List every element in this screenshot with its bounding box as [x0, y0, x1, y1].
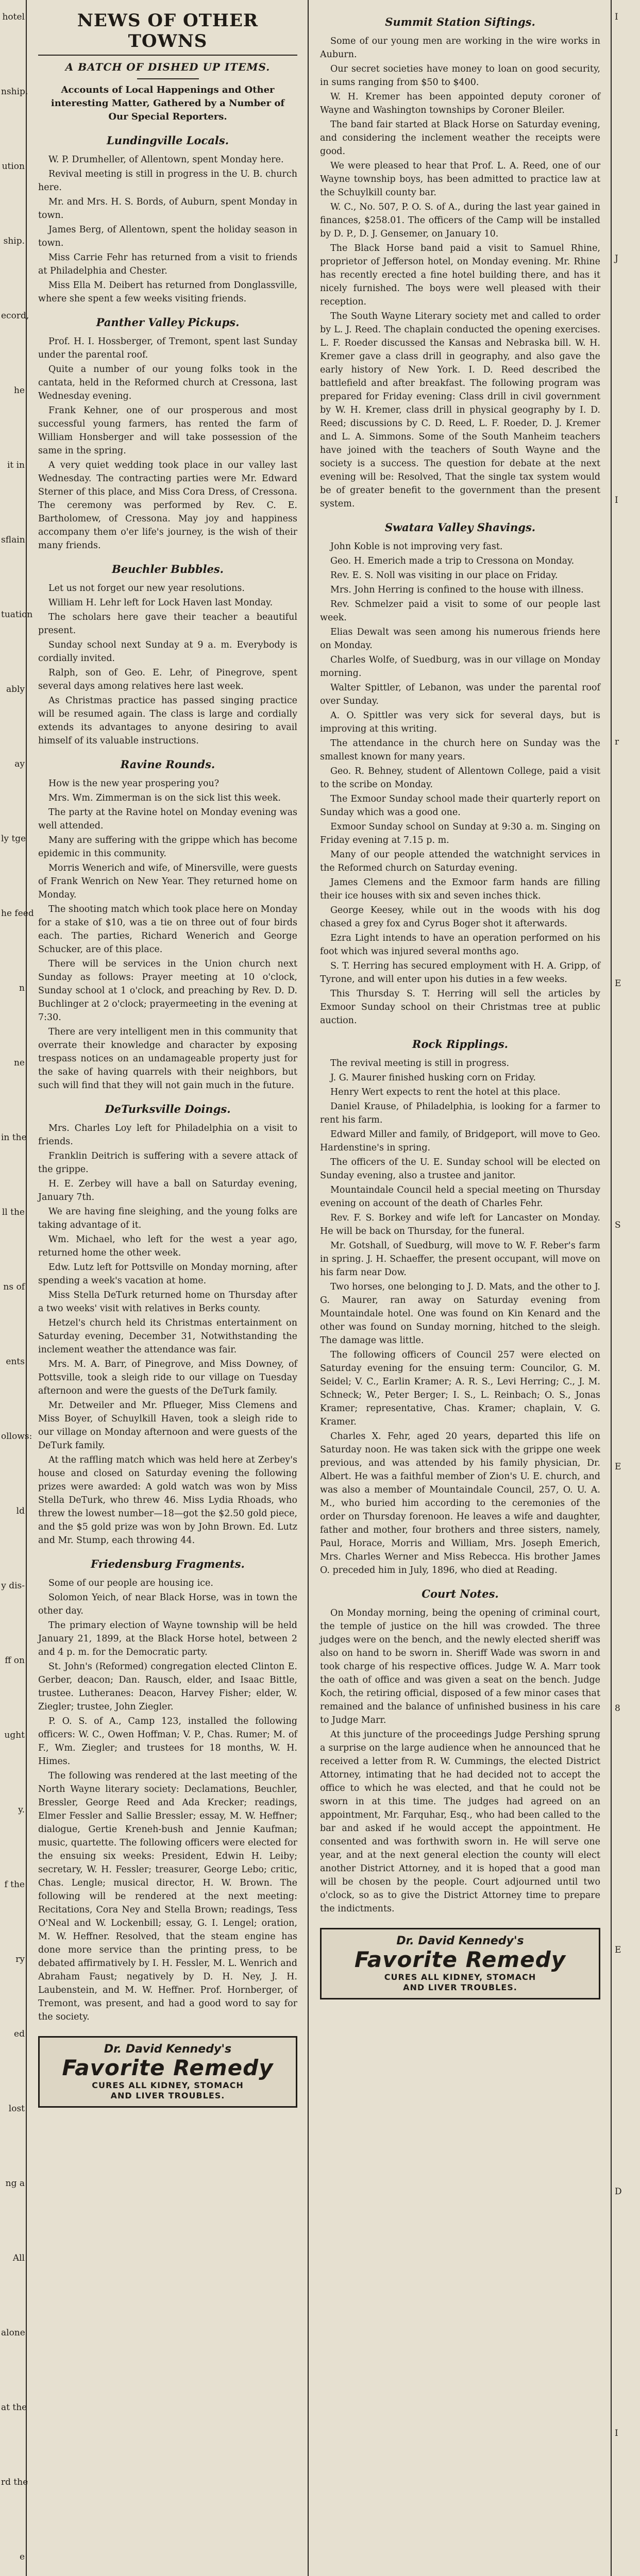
edge-text-fragment: ll the: [2, 1207, 25, 1217]
edge-text-fragment: I: [615, 12, 618, 22]
edge-text-fragment: ents: [6, 1357, 25, 1367]
ad-product-name: Favorite Remedy: [62, 2055, 274, 2080]
news-item: Mrs. Wm. Zimmerman is on the sick list this week.: [48, 793, 281, 803]
news-item: Rev. Schmelzer paid a visit to some of our people last week.: [320, 599, 600, 623]
edge-text-fragment: J: [615, 253, 618, 264]
edge-text-fragment: ship.: [3, 236, 25, 246]
news-item: Edward Miller and family, of Bridgeport, will move to Geo. Hardenstine's in spring.: [320, 1129, 600, 1153]
news-item: We are having fine sleighing, and the young folks are taking advantage of it.: [38, 1207, 297, 1230]
news-item: Ezra Light intends to have an operation performed on his foot which was injured several months ago.: [320, 933, 600, 957]
news-item: The scholars here gave their teacher a beautiful present.: [38, 612, 297, 636]
news-item: Hetzel's church held its Christmas entertainment on Saturday evening, December 31, Notwithstanding the inclement weather the attendance was fair.: [38, 1318, 297, 1355]
deck-headline: A BATCH OF DISHED UP ITEMS.: [65, 61, 271, 73]
news-item: Geo. H. Emerich made a trip to Cressona on Monday.: [330, 556, 575, 566]
ad-brand-name: Dr. David Kennedy's: [396, 1935, 524, 1947]
news-item: St. John's (Reformed) congregation elected Clinton E. Gerber, deacon; Dan. Rausch, elder, and Isaac Bittle, trustee. Lutheranes: Deacon, Harvey Fisher; elder, W. Ziegler; trustee, John Ziegler.: [38, 1662, 297, 1712]
right-sections: [320, 15, 600, 1916]
left-edge-column-fragment: [0, 0, 34, 2576]
edge-text-fragment: sflain: [1, 535, 25, 545]
edge-text-fragment: y.: [18, 1805, 25, 1815]
news-item: The band fair started at Black Horse on Saturday evening, and considering the inclement weather the receipts were good.: [320, 120, 600, 157]
news-item: This Thursday S. T. Herring will sell the articles by Exmoor Sunday school on their Christmas tree at public auction.: [320, 989, 600, 1026]
news-item: Frank Kehner, one of our prosperous and most successful young farmers, has rented the farm of William Honsberger and will take possession of the same in the spring.: [38, 405, 297, 456]
news-item: The Black Horse band paid a visit to Samuel Rhine, proprietor of Jefferson hotel, on Monday evening. Mr. Rhine has recently erected a fine hotel building there, and has it nicely furnished. The boys were well pleased with their reception.: [320, 243, 600, 307]
news-item: Prof. H. I. Hossberger, of Tremont, spent last Sunday under the parental roof.: [38, 336, 297, 360]
news-item: Henry Wert expects to rent the hotel at this place.: [330, 1087, 561, 1097]
ad-tagline: AND LIVER TROUBLES.: [110, 2091, 225, 2100]
section-heading: Ravine Rounds.: [120, 758, 215, 771]
news-item: Ralph, son of Geo. E. Lehr, of Pinegrove, spent several days among relatives here last week.: [38, 668, 297, 691]
ad-tagline: AND LIVER TROUBLES.: [403, 1982, 517, 1992]
news-item: Many of our people attended the watchnight services in the Reformed church on Saturday evening.: [320, 850, 600, 873]
news-item: The Exmoor Sunday school made their quarterly report on Sunday which was a good one.: [320, 794, 600, 818]
news-item: Charles Wolfe, of Suedburg, was in our village on Monday morning.: [320, 655, 600, 679]
news-item: Elias Dewalt was seen among his numerous friends here on Monday.: [320, 627, 600, 651]
news-item: James Clemens and the Exmoor farm hands are filling their ice houses with six and seven inches thick.: [320, 877, 600, 901]
news-item: Franklin Deitrich is suffering with a severe attack of the grippe.: [38, 1151, 297, 1175]
edge-text-fragment: ay: [14, 759, 25, 769]
news-item: The primary election of Wayne township will be held January 21, 1899, at the Black Horse hotel, between 2 and 4 p. m. for the Democratic party.: [38, 1620, 297, 1657]
news-item: Our secret societies have money to loan on good security, in sums ranging from $50 to $400.: [320, 64, 600, 88]
section-heading: Beuchler Bubbles.: [111, 563, 224, 575]
news-item: James Berg, of Allentown, spent the holiday season in town.: [38, 225, 297, 248]
edge-text-fragment: ly tge: [1, 834, 26, 844]
news-item: Geo. R. Behney, student of Allentown College, paid a visit to the scribe on Monday.: [320, 766, 600, 790]
news-item: As Christmas practice has passed singing practice will be resumed again. The class is large and cordially extends its advantages to anyone desiring to avail himself of its valuable instructions.: [38, 696, 297, 746]
edge-text-fragment: ollows:: [1, 1431, 32, 1442]
news-item: Some of our people are housing ice.: [48, 1578, 213, 1588]
edge-text-fragment: E: [615, 1462, 621, 1472]
edge-text-fragment: e: [19, 2552, 25, 2562]
news-item: The party at the Ravine hotel on Monday evening was well attended.: [38, 807, 297, 831]
news-item: The revival meeting is still in progress.: [330, 1058, 510, 1069]
edge-text-fragment: tuation: [1, 609, 33, 620]
news-item: Quite a number of our young folks took in the cantata, held in the Reformed church at Cressona, last Wednesday evening.: [38, 364, 297, 401]
ad-brand-name: Dr. David Kennedy's: [104, 2043, 232, 2056]
news-item: Some of our young men are working in the wire works in Auburn.: [320, 36, 600, 60]
edge-text-fragment: he feed: [1, 908, 34, 919]
news-item: The South Wayne Literary society met and called to order by L. J. Reed. The chaplain conducted the opening exercises. L. F. Roeder discussed the Kansas and Nebraska bill. W. H. Kremer gave a class drill in geography, and also gave the early history of New York. I. D. Reed described the battlefield and after breakfast. The following program was prepared for Friday evening: Class drill in civil government by W. H. Kremer, class drill in physical geography by I. D. Reed; discussions by C. D. Reed, L. F. Roeder, D. J. Kremer and L. A. Simmons. Some of the South Manheim teachers have joined with the teachers of South Wayne and the society is a success. The question for debate at the next evening will be: Resolved, That the single tax system would be of greater benefit to the government than the present system.: [320, 311, 600, 509]
news-item: On Monday morning, being the opening of criminal court, the temple of justice on the hill was crowded. The three judges were on the bench, and the newly elected sheriff was also on hand to be sworn in. Sheriff Wade was sworn in and took charge of his respective offices. Judge W. A. Marr took the oath of office and was given a seat on the bench. Judge Koch, the retiring official, disposed of a few minor cases that remained and the balance of unfinished business in his care to Judge Marr.: [320, 1608, 600, 1725]
news-item: Mr. and Mrs. H. S. Bords, of Auburn, spent Monday in town.: [38, 197, 297, 221]
edge-text-fragment: ution: [2, 161, 25, 172]
news-item: Mrs. Charles Loy left for Philadelphia on a visit to friends.: [38, 1123, 297, 1147]
news-item: Mrs. M. A. Barr, of Pinegrove, and Miss Downey, of Pottsville, took a sleigh ride to our village on Tuesday afternoon and were the guests of the DeTurk family.: [38, 1359, 297, 1396]
news-item: The officers of the U. E. Sunday school will be elected on Sunday evening, also a trustee and janitor.: [320, 1157, 600, 1181]
edge-text-fragment: y dis-: [1, 1581, 25, 1591]
news-item: The shooting match which took place here on Monday for a stake of $10, was a tie on three out of four birds each. The parties, Richard Wenerich and George Schucker, are of this place.: [38, 904, 297, 955]
ad-tagline: CURES ALL KIDNEY, STOMACH: [384, 1972, 536, 1982]
news-item: George Keesey, while out in the woods with his dog chased a grey fox and Cyrus Boger shot it afterwards.: [320, 905, 600, 929]
news-item: At the raffling match which was held here at Zerbey's house and closed on Saturday evening the following prizes were awarded: A gold watch was won by Miss Stella DeTurk, who threw 46. Miss Lydia Rhoads, who threw the lowest number—18—got the $2.50 gold piece, and the $5 gold prize was won by John Brown. Ed. Lutz and Mr. Stump, each throwing 44.: [38, 1455, 297, 1546]
deck-subheadline: Accounts of Local Happenings and Other interesting Matter, Gathered by a Number of Our Special Reporters.: [50, 84, 285, 122]
news-item: Mountaindale Council held a special meeting on Thursday evening on account of the death of Charles Fehr.: [320, 1185, 600, 1209]
news-item: The following was rendered at the last meeting of the North Wayne literary society: Declamations, Beuchler, Bressler, George Reed and Ada Krecker; readings, Elmer Fessler and Sallie Bressler; essay, M. W. Heffner; dialogue, Gertie Kreneh-bush and Jennie Kaufman; music, quartette. The following officers were elected for the ensuing six weeks: President, Edwin H. Leiby; secretary, W. H. Fessler; treasurer, George Lebo; critic, Chas. Lengle; musical director, H. W. Brown. The following will be rendered at the next meeting: Recitations, Cora Ney and Stella Brown; readings, Tess O'Neal and W. Lockenbill; essay, G. I. Lengel; oration, M. W. Heffner. Resolved, that the steam engine has done more service than the printing press, to be debated affirmatively by I. H. Fessler, M. L. Wenrich and Abraham Faust; negatively by D. H. Ney, J. H. Laubenstein, and M. W. Heffner. Prof. Hornberger, of Tremont, was present, and had a good word to say for the society.: [38, 1771, 297, 2022]
local-news-column: [310, 0, 612, 2576]
edge-text-fragment: ably: [6, 684, 25, 694]
news-item: Miss Carrie Fehr has returned from a visit to friends at Philadelphia and Chester.: [38, 252, 297, 276]
divider: [137, 78, 199, 79]
news-item: At this juncture of the proceedings Judge Pershing sprung a surprise on the large audience when he announced that he received a letter from R. W. Cummings, the elected District Attorney, intimating that he had decided not to accept the office to which he was elected, and that he could not be sworn in at this time. The judges had agreed on an appointment, Mr. Farquhar, Esq., who had been called to the bar and asked if he would accept the appointment. He consented and was forthwith sworn in. He will serve one year, and at the next general election the county will elect another District Attorney, and it is hoped that a good man will be chosen by the people. Court adjourned until two o'clock, so as to give the District Attorney time to prepare the indictments.: [320, 1730, 600, 1914]
news-item: Many are suffering with the grippe which has become epidemic in this community.: [38, 835, 297, 859]
edge-text-fragment: ry: [15, 1954, 25, 1964]
edge-text-fragment: it in: [7, 460, 25, 470]
news-item: A. O. Spittler was very sick for several days, but is improving at this writing.: [320, 710, 600, 734]
news-item: Edw. Lutz left for Pottsville on Monday morning, after spending a week's vacation at home.: [38, 1262, 297, 1286]
news-item: William H. Lehr left for Lock Haven last Monday.: [48, 598, 273, 608]
masthead: NEWS OF OTHER TOWNS: [38, 5, 297, 56]
edge-text-fragment: nship.: [1, 87, 28, 97]
news-item: We were pleased to hear that Prof. L. A. Reed, one of our Wayne township boys, has been admitted to practice law at the Schuylkill county bar.: [320, 161, 600, 198]
news-item: Miss Ella M. Deibert has returned from Donglassville, where she spent a few weeks visiting friends.: [38, 280, 297, 304]
news-item: W. C., No. 507, P. O. S. of A., during the last year gained in finances, $258.01. The officers of the Camp will be installed by D. P., D. J. Gensemer, on January 10.: [320, 202, 600, 239]
edge-text-fragment: n: [19, 983, 25, 993]
advertisement: [38, 2036, 297, 2108]
news-item: The attendance in the church here on Sunday was the smallest known for many years.: [320, 738, 600, 762]
edge-text-fragment: E: [615, 1945, 621, 1955]
edge-text-fragment: 8: [615, 1703, 620, 1714]
edge-text-fragment: in the: [1, 1132, 27, 1143]
right-edge-column-fragment: [613, 0, 640, 2576]
news-item: W. P. Drumheller, of Allentown, spent Monday here.: [48, 155, 284, 165]
news-item: J. G. Maurer finished husking corn on Friday.: [330, 1073, 536, 1083]
edge-text-fragment: he: [13, 385, 25, 396]
edge-text-fragment: ns of: [3, 1282, 25, 1292]
news-item: Wm. Michael, who left for the west a year ago, returned home the other week.: [38, 1234, 297, 1258]
news-item: Exmoor Sunday school on Sunday at 9:30 a. m. Singing on Friday evening at 7.15 p. m.: [320, 822, 600, 845]
edge-text-fragment: ld: [16, 1506, 25, 1516]
section-heading: Swatara Valley Shavings.: [384, 521, 536, 534]
edge-text-fragment: I: [615, 2428, 618, 2438]
edge-text-fragment: ff on: [5, 1655, 25, 1666]
edge-text-fragment: at the: [1, 2402, 27, 2413]
news-item: Sunday school next Sunday at 9 a. m. Everybody is cordially invited.: [38, 640, 297, 664]
edge-text-fragment: ecord,: [1, 311, 29, 321]
section-heading: Lundingville Locals.: [107, 134, 229, 147]
news-item: H. E. Zerbey will have a ball on Saturday evening, January 7th.: [38, 1179, 297, 1202]
news-item: Rev. E. S. Noll was visiting in our place on Friday.: [330, 570, 558, 581]
edge-text-fragment: lost: [8, 2104, 25, 2114]
news-item: Daniel Krause, of Philadelphia, is looking for a farmer to rent his farm.: [320, 1101, 600, 1125]
edge-text-fragment: alone: [1, 2328, 25, 2338]
news-of-other-towns-column: [28, 0, 309, 2576]
news-item: The following officers of Council 257 were elected on Saturday evening for the ensuing term: Councilor, G. M. Seidel; V. C., Earlin Kramer; A. R. S., Levi Herring; C., J. M. Schneck; W., Peter Berger; I. S., L. Reinbach; O. S., Jonas Kramer; representative, Chas. Kramer; chaplain, V. G. Kramer.: [320, 1350, 600, 1427]
news-item: P. O. S. of A., Camp 123, installed the following officers: W. C., Owen Hoffman; V. P., Chas. Rumer; M. of F., Wm. Ziegler; and trustees for 18 months, W. H. Himes.: [38, 1716, 297, 1767]
edge-text-fragment: hotel: [2, 12, 25, 22]
news-item: How is the new year prospering you?: [48, 778, 220, 789]
news-item: Rev. F. S. Borkey and wife left for Lancaster on Monday. He will be back on Thursday, for the funeral.: [320, 1213, 600, 1236]
edge-text-fragment: ne: [13, 1058, 25, 1068]
news-item: Walter Spittler, of Lebanon, was under the parental roof over Sunday.: [320, 683, 600, 706]
ad-tagline: CURES ALL KIDNEY, STOMACH: [92, 2080, 244, 2090]
section-heading: Friedensburg Fragments.: [91, 1557, 245, 1570]
edge-text-fragment: All: [12, 2253, 25, 2263]
news-item: Two horses, one belonging to J. D. Mats, and the other to J. G. Maurer, ran away on Saturday evening from Mountaindale hotel. One was found on Kin Kenard and the other was found on Sunday morning, hitched to the sleigh. The damage was little.: [320, 1282, 600, 1346]
news-item: Mrs. John Herring is confined to the house with illness.: [330, 585, 584, 595]
news-item: W. H. Kremer has been appointed deputy coroner of Wayne and Washington townships by Coroner Bleiler.: [320, 92, 600, 115]
ad-product-name: Favorite Remedy: [354, 1947, 566, 1972]
news-item: Solomon Yeich, of near Black Horse, was in town the other day.: [38, 1592, 297, 1616]
news-item: Mr. Gotshall, of Suedburg, will move to W. F. Reber's farm in spring. J. H. Schaeffer, the present occupant, will move on his farm near Dow.: [320, 1241, 600, 1278]
edge-text-fragment: r: [615, 737, 619, 747]
edge-text-fragment: ught: [4, 1730, 25, 1740]
news-item: Revival meeting is still in progress in the U. B. church here.: [38, 169, 297, 193]
edge-text-fragment: D: [615, 2187, 622, 2197]
edge-text-fragment: ng a: [5, 2178, 25, 2189]
edge-text-fragment: S: [615, 1220, 621, 1230]
advertisement: [320, 1928, 600, 1999]
section-heading: DeTurksville Doings.: [105, 1103, 231, 1115]
section-heading: Summit Station Siftings.: [385, 15, 535, 28]
news-item: Mr. Detweiler and Mr. Pflueger, Miss Clemens and Miss Boyer, of Schuylkill Haven, took a sleigh ride to our village on Monday afternoon and were guests of the DeTurk family.: [38, 1400, 297, 1451]
edge-text-fragment: f the: [4, 1879, 25, 1890]
news-item: Let us not forget our new year resolutions.: [48, 583, 245, 594]
edge-text-fragment: I: [615, 495, 618, 505]
edge-text-fragment: ed: [14, 2029, 25, 2039]
section-heading: Panther Valley Pickups.: [96, 316, 240, 329]
edge-text-fragment: rd the: [1, 2477, 28, 2487]
news-item: A very quiet wedding took place in our valley last Wednesday. The contracting parties were Mr. Edward Sterner of this place, and Miss Cora Dress, of Cressona. The ceremony was performed by Rev. C. E. Bartholomew, of Cressona. May joy and happiness accompany them o'er life's journey, is the wish of their many friends.: [38, 460, 297, 551]
section-heading: Court Notes.: [422, 1587, 499, 1600]
news-item: There are very intelligent men in this community that overrate their knowledge and character by exposing trespass notices on an undamageable property just for the sake of having quarrels with their neighbors, but such will find that they will not gain much in the future.: [38, 1027, 297, 1091]
news-item: Morris Wenerich and wife, of Minersville, were guests of Frank Wenrich on New Year. They returned home on Monday.: [38, 863, 297, 900]
news-item: Charles X. Fehr, aged 20 years, departed this life on Saturday noon. He was taken sick with the grippe one week previous, and was attended by his family physician, Dr. Albert. He was a faithful member of Zion's U. E. church, and was also a member of Mountaindale Council, 257, O. U. A. M., who buried him according to the ceremonies of the order on Thursday forenoon. He leaves a wife and daughter, father and mother, four brothers and three sisters, namely, Paul, Horace, Morris and William, Mrs. Joseph Emerich, Mrs. Charles Werner and Miss Rebecca. His brother James O. preceded him in July, 1896, who died at Reading.: [320, 1431, 600, 1575]
left-sections: [38, 134, 297, 2024]
news-item: Miss Stella DeTurk returned home on Thursday after a two weeks' visit with relatives in Berks county.: [38, 1290, 297, 1314]
news-item: John Koble is not improving very fast.: [330, 541, 503, 552]
section-heading: Rock Ripplings.: [412, 1038, 508, 1050]
edge-text-fragment: E: [615, 978, 621, 989]
news-item: S. T. Herring has secured employment with H. A. Gripp, of Tyrone, and will enter upon his duties in a few weeks.: [320, 961, 600, 985]
news-item: There will be services in the Union church next Sunday as follows: Prayer meeting at 10 o'clock, Sunday school at 1 o'clock, and preaching by Rev. D. D. Buchlinger at 2 o'clock; prayermeeting in the evening at 7:30.: [38, 959, 297, 1023]
